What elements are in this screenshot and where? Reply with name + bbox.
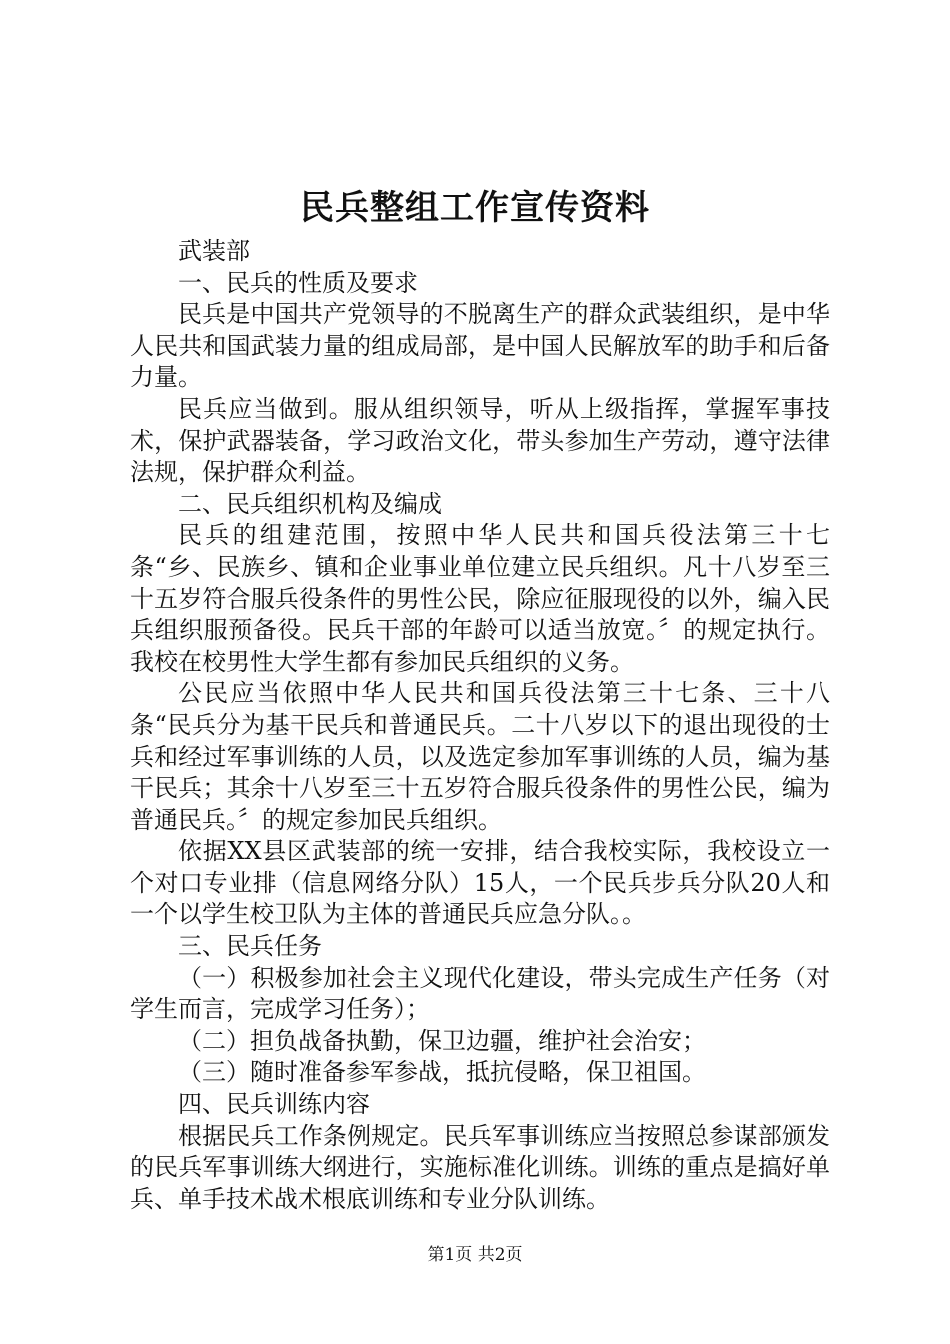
paragraph-arrangement: 依据XX县区武装部的统一安排，结合我校实际，我校设立一个对口专业排（信息网络分队）15人，一个民兵步兵分队20人和一个以学生校卫队为主体的普通民兵应急分队。。 <box>130 837 830 929</box>
paragraph-citizens: 公民应当依照中华人民共和国兵役法第三十七条、三十八条“民兵分为基干民兵和普通民兵。二十八岁以下的退出现役的士兵和经过军事训练的人员，以及选定参加军事训练的人员，编为基干民兵；其余十八岁至三十五岁符合服兵役条件的男性公民，编为普通民兵。〞的规定参加民兵组织。 <box>130 679 830 834</box>
section-heading-2: 二、民兵组织机构及编成 <box>178 489 442 518</box>
section-heading-1: 一、民兵的性质及要求 <box>178 268 418 297</box>
task-item-2: （二）担负战备执勤，保卫边疆，维护社会治安； <box>178 1026 706 1055</box>
task-item-3: （三）随时准备参军参战，抵抗侵略，保卫祖国。 <box>178 1058 706 1087</box>
page-number: 第1页 共2页 <box>427 1245 523 1265</box>
paragraph-nature: 民兵是中国共产党领导的不脱离生产的群众武装组织，是中华人民共和国武装力量的组成局部，是中国人民解放军的助手和后备力量。 <box>130 300 830 392</box>
paragraph-scope: 民兵的组建范围，按照中华人民共和国兵役法第三十七条“乡、民族乡、镇和企业事业单位建立民兵组织。凡十八岁至三十五岁符合服兵役条件的男性公民，除应征服现役的以外，编入民兵组织服预备役。民兵干部的年龄可以适当放宽。〞的规定执行。我校在校男性大学生都有参加民兵组织的义务。 <box>130 521 830 676</box>
document-body <box>130 236 830 1215</box>
section-heading-4: 四、民兵训练内容 <box>178 1090 370 1119</box>
document-title: 民兵整组工作宣传资料 <box>300 188 650 228</box>
paragraph-training: 根据民兵工作条例规定。民兵军事训练应当按照总参谋部颁发的民兵军事训练大纲进行，实施标准化训练。训练的重点是搞好单兵、单手技术战术根底训练和专业分队训练。 <box>130 1121 830 1213</box>
paragraph-duties: 民兵应当做到。服从组织领导，听从上级指挥，掌握军事技术，保护武器装备，学习政治文化，带头参加生产劳动，遵守法律法规，保护群众利益。 <box>130 394 830 487</box>
task-item-1: （一）积极参加社会主义现代化建设，带头完成生产任务（对学生而言，完成学习任务）； <box>130 963 830 1024</box>
section-heading-3: 三、民兵任务 <box>178 932 322 961</box>
paragraph-department: 武装部 <box>178 237 250 265</box>
